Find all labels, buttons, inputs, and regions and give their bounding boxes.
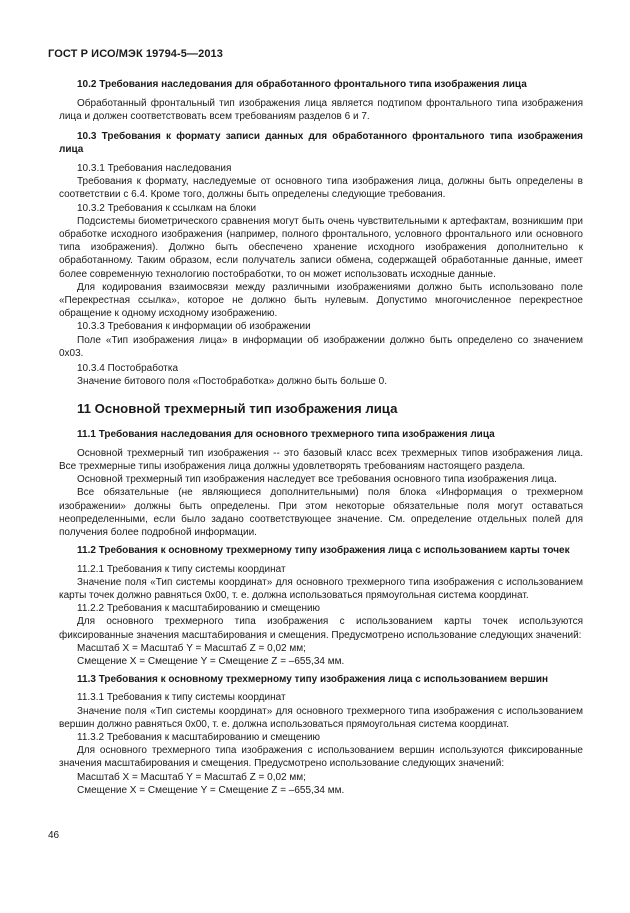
paragraph: Основной трехмерный тип изображения -- это базовый класс всех трехмерных типов изображения лица. Все трехмерные типы изображения лица должны удовлетворять требованиям настоящего раздела.: [59, 447, 583, 473]
paragraph: Все обязательные (не являющиеся дополнительными) поля блока «Информация о трехмерном изображении» должны быть определены. При этом некоторые обязательные поля могут оставаться неопределенными, если было задано соответствующее значение. См. определение отдельных полей для получения более подробной информации.: [59, 487, 583, 539]
paragraph: Требования к формату, наследуемые от основного типа изображения лица, должны быть определены в соответствии с 6.4. Кроме того, должны быть определены следующие требования.: [59, 176, 583, 201]
paragraph: Для основного трехмерного типа изображения с использованием вершин используются фиксированные значения масштабирования и смещения. Предусмотрено использование следующих значений:: [59, 745, 583, 770]
paragraph: Значение поля «Тип системы координат» для основного трехмерного типа изображения с использованием вершин должно равняться 0x00, т. е. должна использоваться прямоугольная система координат.: [59, 705, 583, 730]
paragraph: Значение поля «Тип системы координат» для основного трехмерного типа изображения с использованием карты точек должно равняться 0x00, т. е. должна использоваться прямоугольная система координат.: [59, 576, 583, 601]
offset-values-line: Смещение X = Смещение Y = Смещение Z = –655,34 мм.: [77, 655, 345, 667]
subsection-heading: 11.2.2 Требования к масштабированию и смещению: [77, 603, 321, 615]
offset-values-line: Смещение X = Смещение Y = Смещение Z = –655,34 мм.: [77, 784, 345, 796]
subsection-heading: 11.3.1 Требования к типу системы координат: [77, 692, 286, 704]
section-10-3-heading: 10.3 Требования к формату записи данных для обработанного фронтального типа изображения лица: [59, 130, 583, 155]
subsection-heading: 10.3.1 Требования наследования: [77, 163, 232, 175]
scale-values-line: Масштаб X = Масштаб Y = Масштаб Z = 0,02 мм;: [77, 771, 306, 783]
paragraph: Подсистемы биометрического сравнения могут быть очень чувствительными к артефактам, возникшим при обработке исходного изображения (например, полного фронтального, условного фронтального или основного типа изображения). Должно быть обеспечено хранение исходного изображения дополнительно к обработанному. Таким образом, если получатель записи обмена, содержащей обработанные данные, имеет более современную технологию постобработки, то он может использовать исходные данные.: [59, 215, 583, 280]
paragraph: Значение битового поля «Постобработка» должно быть больше 0.: [77, 376, 387, 388]
section-10-2-heading: 10.2 Требования наследования для обработанного фронтального типа изображения лица: [77, 79, 527, 90]
paragraph: Для основного трехмерного типа изображения с использованием карты точек используются фиксированные значения масштабирования и смещения. Предусмотрено использование следующих значений:: [59, 616, 583, 641]
subsection-heading: 10.3.2 Требования к ссылкам на блоки: [77, 202, 257, 214]
paragraph: Для кодирования взаимосвязи между различными изображениями должно быть использовано поле «Перекрестная ссылка», которое не должно быть нулевым. Допустимо многочисленное перекрестное обращение к одному исходному изображению.: [59, 281, 583, 320]
scale-values-line: Масштаб X = Масштаб Y = Масштаб Z = 0,02 мм;: [77, 642, 306, 654]
section-11-1-heading: 11.1 Требования наследования для основного трехмерного типа изображения лица: [77, 428, 495, 440]
document-header: ГОСТ Р ИСО/МЭК 19794-5—2013: [48, 48, 223, 60]
subsection-heading: 10.3.4 Постобработка: [77, 363, 179, 375]
subsection-heading: 11.2.1 Требования к типу системы координат: [77, 563, 286, 575]
paragraph: Основной трехмерный тип изображения наследует все требования основного типа изображения лица.: [77, 474, 557, 486]
paragraph: Поле «Тип изображения лица» в информации об изображении должно быть определено со значением 0x03.: [59, 334, 583, 359]
document-body: [59, 78, 583, 797]
section-11-3-heading: 11.3 Требования к основному трехмерному типу изображения лица с использованием вершин: [77, 674, 549, 686]
section-11-2-heading: 11.2 Требования к основному трехмерному типу изображения лица с использованием карты точек: [77, 545, 570, 557]
subsection-heading: 11.3.2 Требования к масштабированию и смещению: [77, 731, 321, 743]
page-number: 46: [48, 830, 60, 841]
paragraph: Обработанный фронтальный тип изображения лица является подтипом фронтального типа изображения лица и должен соответствовать всем требованиям разделов 6 и 7.: [59, 98, 583, 123]
chapter-11-title: 11 Основной трехмерный тип изображения лица: [77, 401, 398, 417]
subsection-heading: 10.3.3 Требования к информации об изображении: [77, 321, 311, 333]
